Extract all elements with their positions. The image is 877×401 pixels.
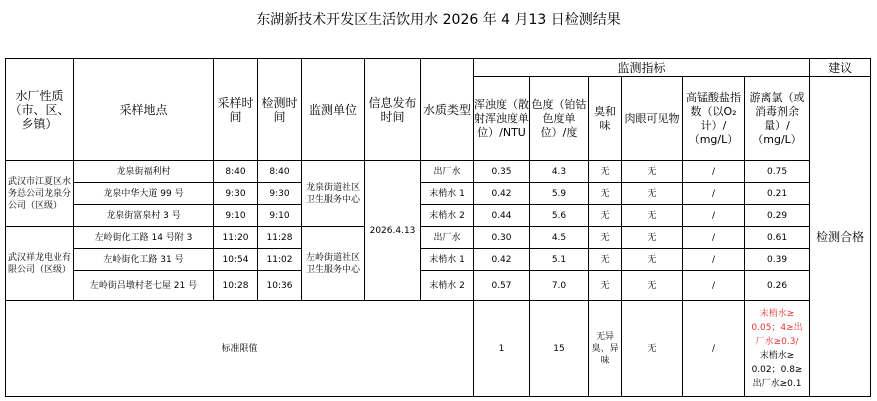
odor-value: 无 [589,161,622,183]
test-time: 10:36 [258,271,302,301]
color-value: 5.6 [530,205,589,227]
turbidity-value: 0.30 [474,227,530,249]
header-color: 色度（铂钴色度单位）/度 [530,77,589,161]
water-type: 出厂水 [421,161,474,183]
test-time: 9:30 [258,183,302,205]
monitor-unit: 龙泉街道社区卫生服务中心 [302,161,365,227]
standard-color: 15 [530,301,589,397]
chlorine-value: 0.61 [745,227,810,249]
color-value: 4.5 [530,227,589,249]
header-chlorine: 游离氯（或消毒剂余量）/（mg/L） [745,77,810,161]
standard-label: 标准限值 [6,301,474,397]
chlorine-value: 0.39 [745,249,810,271]
results-table [5,58,871,397]
sample-time: 8:40 [214,161,258,183]
header-turbidity: 浑浊度（散射浑浊度单位）/NTU [474,77,530,161]
header-permanganate: 高锰酸盐指数（以O₂计）/（mg/L） [683,77,745,161]
visible-value: 无 [622,249,683,271]
sample-time: 9:30 [214,183,258,205]
odor-value: 无 [589,227,622,249]
test-time: 9:10 [258,205,302,227]
header-indicators: 监测指标 [474,59,810,77]
color-value: 5.1 [530,249,589,271]
page-title: 东湖新技术开发区生活饮用水 2026 年 4 月13 日检测结果 [256,12,621,28]
header-visible: 肉眼可见物 [622,77,683,161]
odor-value: 无 [589,249,622,271]
header-monitor-unit: 监测单位 [302,59,365,161]
sample-location: 左岭街吕墩村老七屋 21 号 [74,271,214,301]
header-test-time: 检测时间 [258,59,302,161]
chlorine-value: 0.75 [745,161,810,183]
header-water-type: 水质类型 [421,59,474,161]
color-value: 4.3 [530,161,589,183]
water-type: 末梢水 2 [421,205,474,227]
sample-time: 10:28 [214,271,258,301]
chlorine-limit-line: 出厂水≥0.1 [752,378,802,389]
sample-time: 11:20 [214,227,258,249]
chlorine-value: 0.29 [745,205,810,227]
plant-name: 武汉祥龙电业有限公司（区级） [6,227,74,301]
color-value: 7.0 [530,271,589,301]
water-type: 末梢水 1 [421,183,474,205]
turbidity-value: 0.42 [474,249,530,271]
test-time: 11:28 [258,227,302,249]
header-location: 采样地点 [74,59,214,161]
standard-permanganate: / [683,301,745,397]
sample-location: 左岭街化工路 14 号附 3 [74,227,214,249]
header-sample-time: 采样时间 [214,59,258,161]
plant-name: 武汉市江夏区水务总公司龙泉分公司（区级） [6,161,74,227]
sample-location: 龙泉中华大道 99 号 [74,183,214,205]
standard-turbidity: 1 [474,301,530,397]
permanganate-value: / [683,227,745,249]
water-type: 末梢水 2 [421,271,474,301]
water-type: 出厂水 [421,227,474,249]
chlorine-limit-line: 0.02；0.8≥ [751,364,803,375]
water-type: 末梢水 1 [421,249,474,271]
test-time: 11:02 [258,249,302,271]
visible-value: 无 [622,183,683,205]
chlorine-limit-line: 末梢水≥ [759,350,795,361]
header-odor: 臭和味 [589,77,622,161]
header-suggestion: 建议 [810,59,871,77]
odor-value: 无 [589,183,622,205]
chlorine-limit-line: 末梢水≥ [759,308,795,319]
permanganate-value: / [683,249,745,271]
permanganate-value: / [683,271,745,301]
standard-odor: 无异臭、异味 [589,301,622,397]
header-plant: 水厂性质（市、区、乡镇） [6,59,74,161]
publish-date: 2026.4.13 [365,161,421,301]
sample-location: 龙泉街福利村 [74,161,214,183]
sample-time: 10:54 [214,249,258,271]
turbidity-value: 0.57 [474,271,530,301]
standard-chlorine [745,301,810,397]
permanganate-value: / [683,161,745,183]
visible-value: 无 [622,227,683,249]
visible-value: 无 [622,205,683,227]
chlorine-limit-line: 0.05；4≥出 [751,322,803,333]
chlorine-value: 0.21 [745,183,810,205]
turbidity-value: 0.44 [474,205,530,227]
color-value: 5.9 [530,183,589,205]
odor-value: 无 [589,205,622,227]
permanganate-value: / [683,205,745,227]
monitor-unit: 左岭街道社区卫生服务中心 [302,227,365,301]
odor-value: 无 [589,271,622,301]
chlorine-value: 0.26 [745,271,810,301]
suggestion-cell: 检测合格 [810,77,871,397]
sample-time: 9:10 [214,205,258,227]
standard-visible: 无 [622,301,683,397]
chlorine-limit-line: 厂水≥0.3/ [755,336,799,347]
test-time: 8:40 [258,161,302,183]
visible-value: 无 [622,161,683,183]
turbidity-value: 0.42 [474,183,530,205]
sample-location: 左岭街化工路 31 号 [74,249,214,271]
header-publish-time: 信息发布时间 [365,59,421,161]
permanganate-value: / [683,183,745,205]
turbidity-value: 0.35 [474,161,530,183]
visible-value: 无 [622,271,683,301]
sample-location: 龙泉街富泉村 3 号 [74,205,214,227]
